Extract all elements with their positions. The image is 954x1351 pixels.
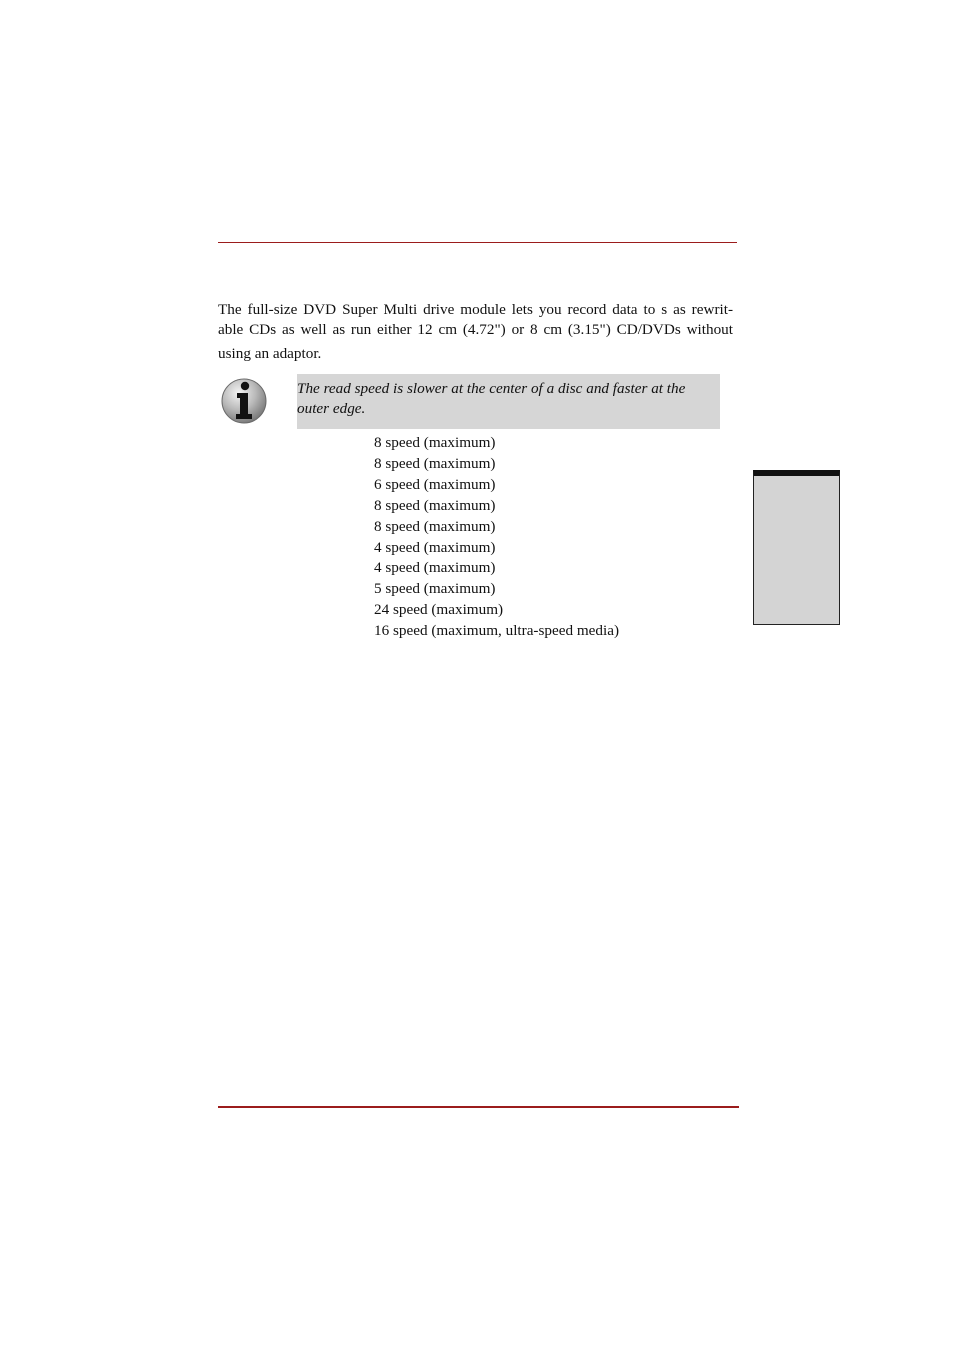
speed-item: 8 speed (maximum) (374, 496, 496, 514)
speed-item: 4 speed (maximum) (374, 538, 496, 556)
speed-item: 8 speed (maximum) (374, 434, 496, 451)
speed-list (374, 433, 619, 642)
note-box (297, 374, 720, 429)
note-text-line-2: outer edge. (297, 400, 366, 417)
speed-item: 8 speed (maximum) (374, 454, 496, 472)
speed-item: 5 speed (maximum) (374, 580, 496, 598)
speed-item: 4 speed (maximum) (374, 559, 496, 577)
speed-item: 24 speed (maximum) (374, 601, 504, 619)
intro-line-3: using an adaptor. (218, 345, 322, 362)
intro-line-2: able CDs as well as run either 12 cm (4.72") or 8 cm (3.15") CD/DVDs without (218, 321, 733, 338)
note-text-line-1: The read speed is slower at the center of a disc and faster at the (297, 380, 686, 397)
info-icon (219, 376, 269, 426)
speed-item: 16 speed (maximum, ultra-speed media) (374, 622, 620, 640)
speed-item: 6 speed (maximum) (374, 475, 496, 493)
intro-line-1: The full-size DVD Super Multi drive module lets you record data to s as rewrit- (218, 301, 733, 318)
intro-paragraph (218, 300, 733, 364)
footer-rule (218, 1106, 739, 1108)
header-rule (218, 242, 737, 243)
chapter-side-tab (753, 470, 840, 625)
speed-item: 8 speed (maximum) (374, 517, 496, 535)
